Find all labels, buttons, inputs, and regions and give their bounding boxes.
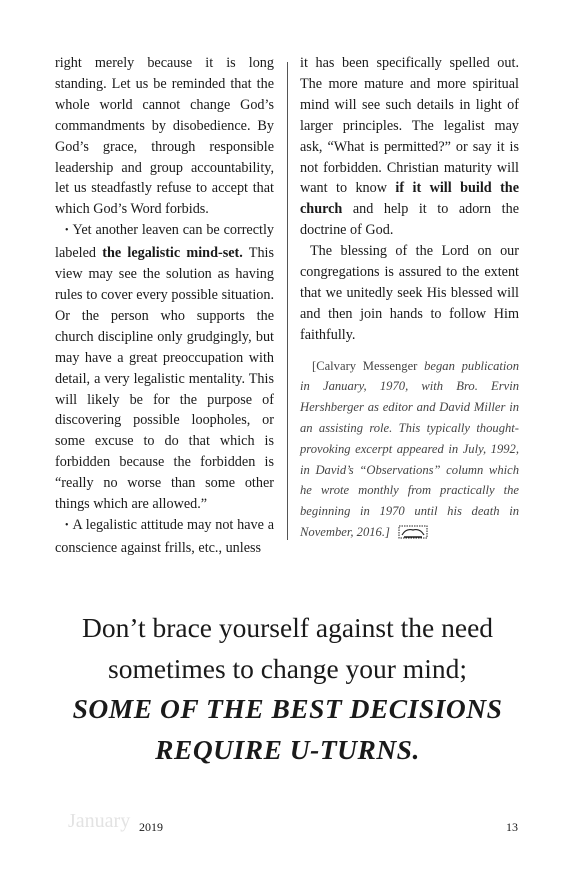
r1-text-a: it has been specifically spelled out. The more mature and more spiritual mind will see such details in light of larger principles. The legalist may ask, “What is permitted?” or say it is not forbidden. Christian maturity will want to know [300,55,519,197]
p2-bold-term: the legalistic mind-set. [102,245,243,262]
footer-month: January [68,810,131,832]
pull-quote [40,608,535,770]
right-paragraph-1 [300,53,519,241]
left-column [55,53,274,559]
left-paragraph-2 [55,220,274,515]
left-paragraph-3: • A legalistic attitude may not have a conscience against frills, etc., unless [55,515,274,559]
right-column [300,53,519,543]
quote-line-1: Don’t brace yourself against the need [81,612,494,643]
note-publication-name: [Calvary Messenger [312,358,418,373]
right-paragraph-2: The blessing of the Lord on our congregations is assured to the extent that we unitedly seek His blessed will and then join hands to follow Him faithfully. [300,243,519,343]
quote-line-4: REQUIRE U-TURNS. [155,733,420,765]
ornament-icon [398,525,428,539]
p2-text-a: Yet another leaven can be correctly labeled [55,222,274,262]
p2-text-b: This view may see the solution as having rules to cover every possible situation. Or the person who supports the church discipline only grudgingly, but may have a great preoccupation with detail, a very legalistic mentality. This will likely be for the purpose of discovering possible loopholes, or some excuse to do that which is forbidden because the forbidden is “really no worse than some other things which are allowed.” [55,245,274,513]
r1-text-b: and help it to adorn the doctrine of God. [300,201,519,239]
left-paragraph-1: right merely because it is long standing. Let us be reminded that the whole world cannot change God’s commandments by disobedience. By God’s grace, through responsible leadership and group accountability, let us steadfastly refuse to accept that which God’s Word forbids. [55,55,274,218]
column-divider [287,62,288,540]
editor-note [300,356,519,543]
quote-line-2: sometimes to change your mind; [108,652,467,684]
quote-line-3: SOME OF THE BEST DECISIONS [72,693,503,724]
page-number: 13 [506,820,518,834]
footer-year: 2019 [139,820,163,834]
r1-bold-term: if it will build the church [300,180,519,218]
note-text: began publication in January, 1970, with Bro. Ervin Hershberger as editor and David Miller in an assisting role. This typically thought-provoking excerpt appeared in July, 1992, in David’s “Observations” column which he wrote monthly from practically the beginning in 1970 until his death in November, 2016.] [300,358,519,540]
